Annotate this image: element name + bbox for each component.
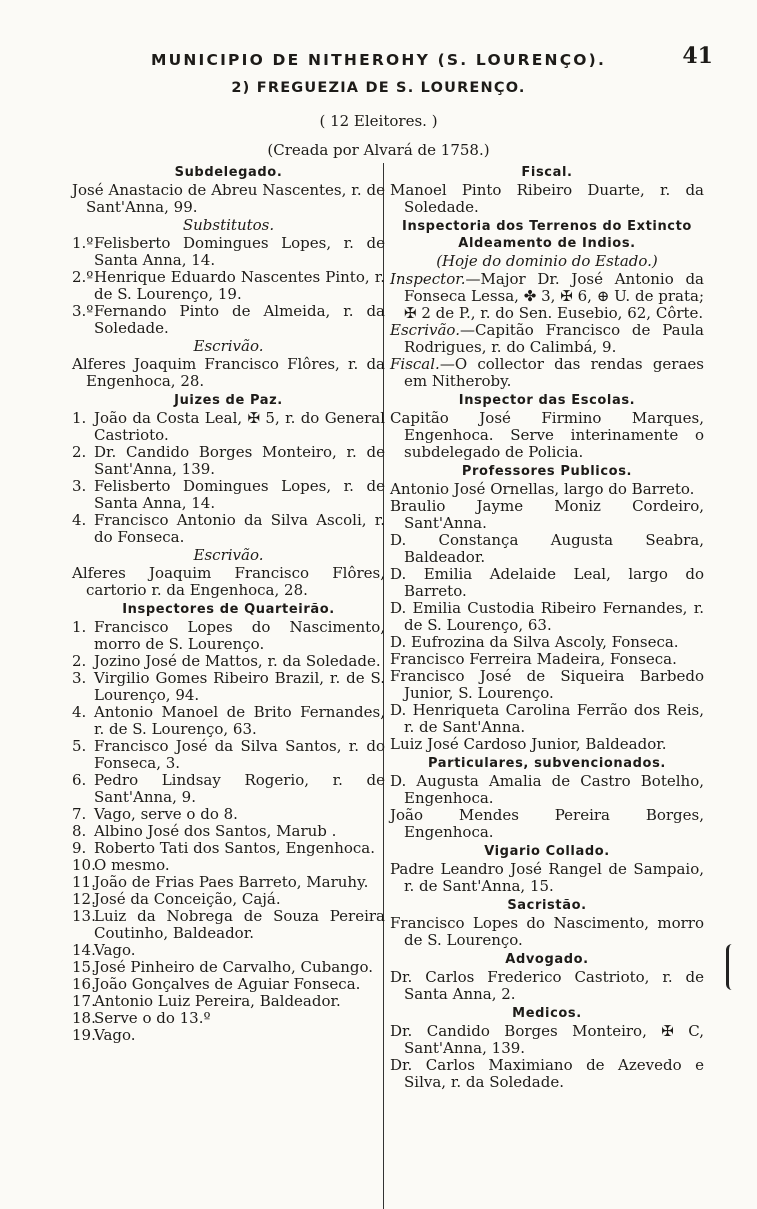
list-item: D. Henriqueta Carolina Ferrão dos Reis, r. de Sant'Anna. xyxy=(390,701,704,736)
list-item: 3.ºFernando Pinto de Almeida, r. da Soledade. xyxy=(72,302,385,337)
list-item: 18.Serve o do 13.º xyxy=(72,1009,211,1027)
list-item: 17.Antonio Luiz Pereira, Baldeador. xyxy=(72,992,341,1010)
list-item: Francisco José de Siqueira Barbedo Junior, S. Lourenço. xyxy=(390,667,704,702)
list-item: 10.O mesmo. xyxy=(72,856,170,874)
list-item: 2. Jozino José de Mattos, r. da Soledade. xyxy=(72,652,381,670)
list-item: 1. João da Costa Leal, ✠ 5, r. do General Castrioto. xyxy=(72,409,385,444)
section-title-particulares: Particulares, subvencionados. xyxy=(428,756,666,771)
running-title: MUNICIPIO DE NITHEROHY (S. LOURENÇO). xyxy=(150,51,607,69)
list-item: Luiz José Cardoso Junior, Baldeador. xyxy=(390,735,667,753)
section-title-fiscal: Fiscal. xyxy=(521,165,573,180)
list-item: 16.João Gonçalves de Aguiar Fonseca. xyxy=(72,975,361,993)
section-title-terrenos: Inspectoria dos Terrenos do Extincto Aldeamento de Indios. xyxy=(402,219,692,251)
section-title-juizes: Juizes de Paz. xyxy=(174,393,283,408)
inspectores-list xyxy=(72,619,385,1044)
creation-note: (Creada por Alvará de 1758.) xyxy=(267,141,490,159)
list-item: 13.Luiz da Nobrega de Souza Pereira Coutinho, Baldeador. xyxy=(72,907,385,942)
escolas-entry: Capitão José Firmino Marques, Engenhoca. Serve interinamente o subdelegado de Policia. xyxy=(390,409,704,461)
list-item: 15.José Pinheiro de Carvalho, Cubango. xyxy=(72,958,374,976)
list-item: 11.João de Frias Paes Barreto, Maruhy. xyxy=(72,873,369,891)
margin-bracket-mark xyxy=(726,944,737,990)
section-title-sacristao: Sacristão. xyxy=(507,898,587,913)
escrivao-title: Escrivão. xyxy=(193,337,264,355)
page-number: 41 xyxy=(682,43,713,69)
medicos-list xyxy=(390,1023,704,1091)
list-item: 2. Dr. Candido Borges Monteiro, r. de Sant'Anna, 139. xyxy=(72,443,385,478)
subdelegado-entry: José Anastacio de Abreu Nascentes, r. de Sant'Anna, 99. xyxy=(72,181,385,216)
list-item: 9. Roberto Tati dos Santos, Engenhoca. xyxy=(72,839,376,857)
list-item: D. Emilia Adelaide Leal, largo do Barreto. xyxy=(390,565,704,600)
vigario-entry: Padre Leandro José Rangel de Sampaio, r. de Sant'Anna, 15. xyxy=(390,860,704,895)
list-item: 19.Vago. xyxy=(72,1026,136,1044)
fiscal-entry: Manoel Pinto Ribeiro Duarte, r. da Soledade. xyxy=(390,181,704,216)
terrenos-escrivao: Escrivão.—Capitão Francisco de Paula Rodrigues, r. do Calimbá, 9. xyxy=(390,321,704,356)
list-item: 8. Albino José dos Santos, Marub . xyxy=(72,822,337,840)
right-column xyxy=(390,162,704,1091)
list-item: 12.José da Conceição, Cajá. xyxy=(72,890,281,908)
section-title-inspectores: Inspectores de Quarteirão. xyxy=(122,602,335,617)
list-item: 6. Pedro Lindsay Rogerio, r. de Sant'Anna, 9. xyxy=(72,771,385,806)
juizes-list xyxy=(72,410,385,546)
substitutos-title: Substitutos. xyxy=(182,216,275,234)
list-item: Braulio Jayme Moniz Cordeiro, Sant'Anna. xyxy=(390,497,704,532)
electors-count: ( 12 Eleitores. ) xyxy=(319,112,438,130)
list-item: Antonio José Ornellas, largo do Barreto. xyxy=(390,480,695,498)
list-item: D. Constança Augusta Seabra, Baldeador. xyxy=(390,531,704,566)
juizes-escrivao-entry: Alferes Joaquim Francisco Flôres, cartorio r. da Engenhoca, 28. xyxy=(72,564,385,599)
particulares-list xyxy=(390,773,704,841)
list-item: 4. Francisco Antonio da Silva Ascoli, r. do Fonseca. xyxy=(72,511,385,546)
terrenos-subtitle: (Hoje do dominio do Estado.) xyxy=(436,252,658,270)
list-item: 1. Francisco Lopes do Nascimento, morro de S. Lourenço. xyxy=(72,618,385,653)
list-item: 5. Francisco José da Silva Santos, r. do Fonseca, 3. xyxy=(72,737,385,772)
juizes-escrivao-title: Escrivão. xyxy=(193,546,264,564)
section-title-subdelegado: Subdelegado. xyxy=(174,165,283,180)
list-item: 14.Vago. xyxy=(72,941,136,959)
section-title-professores: Professores Publicos. xyxy=(461,464,633,479)
substitutos-list xyxy=(72,235,385,337)
list-item: 2.ºHenrique Eduardo Nascentes Pinto, r. de S. Lourenço, 19. xyxy=(72,268,385,303)
terrenos-inspector: Inspector.—Major Dr. José Antonio da Fonseca Lessa, ✤ 3, ✠ 6, ⊕ U. de prata; ✠ 2 de P., r. do Sen. Eusebio, 62, Côrte. xyxy=(390,270,704,322)
terrenos-fiscal: Fiscal.—O collector das rendas geraes em Nitheroby. xyxy=(390,355,704,390)
list-item: 3. Virgilio Gomes Ribeiro Brazil, r. de S. Lourenço, 94. xyxy=(72,669,385,704)
list-item: D. Augusta Amalia de Castro Botelho, Engenhoca. xyxy=(390,772,704,807)
sacristao-entry: Francisco Lopes do Nascimento, morro de S. Lourenço. xyxy=(390,914,704,949)
list-item: 1.ºFelisberto Domingues Lopes, r. de Santa Anna, 14. xyxy=(72,234,385,269)
list-item: 3. Felisberto Domingues Lopes, r. de Santa Anna, 14. xyxy=(72,477,385,512)
section-title-advogado: Advogado. xyxy=(505,952,589,967)
list-item: 7. Vago, serve o do 8. xyxy=(72,805,238,823)
list-item: 4. Antonio Manoel de Brito Fernandes, r. de S. Lourenço, 63. xyxy=(72,703,385,738)
list-item: D. Emilia Custodia Ribeiro Fernandes, r. de S. Lourenço, 63. xyxy=(390,599,704,634)
parish-title: 2) FREGUEZIA DE S. LOURENÇO. xyxy=(231,80,526,96)
escrivao-entry: Alferes Joaquim Francisco Flôres, r. da Engenhoca, 28. xyxy=(72,355,385,390)
left-column xyxy=(72,162,385,1044)
list-item: Francisco Ferreira Madeira, Fonseca. xyxy=(390,650,677,668)
list-item: Dr. Candido Borges Monteiro, ✠ C, Sant'Anna, 139. xyxy=(390,1022,704,1057)
list-item: Dr. Carlos Maximiano de Azevedo e Silva, r. da Soledade. xyxy=(390,1056,704,1091)
list-item: D. Eufrozina da Silva Ascoly, Fonseca. xyxy=(390,633,679,651)
professores-list xyxy=(390,481,704,753)
section-title-vigario: Vigario Collado. xyxy=(484,844,610,859)
advogado-entry: Dr. Carlos Frederico Castrioto, r. de Santa Anna, 2. xyxy=(390,968,704,1003)
section-title-medicos: Medicos. xyxy=(512,1006,582,1021)
list-item: João Mendes Pereira Borges, Engenhoca. xyxy=(390,806,704,841)
section-title-escolas: Inspector das Escolas. xyxy=(458,393,636,408)
